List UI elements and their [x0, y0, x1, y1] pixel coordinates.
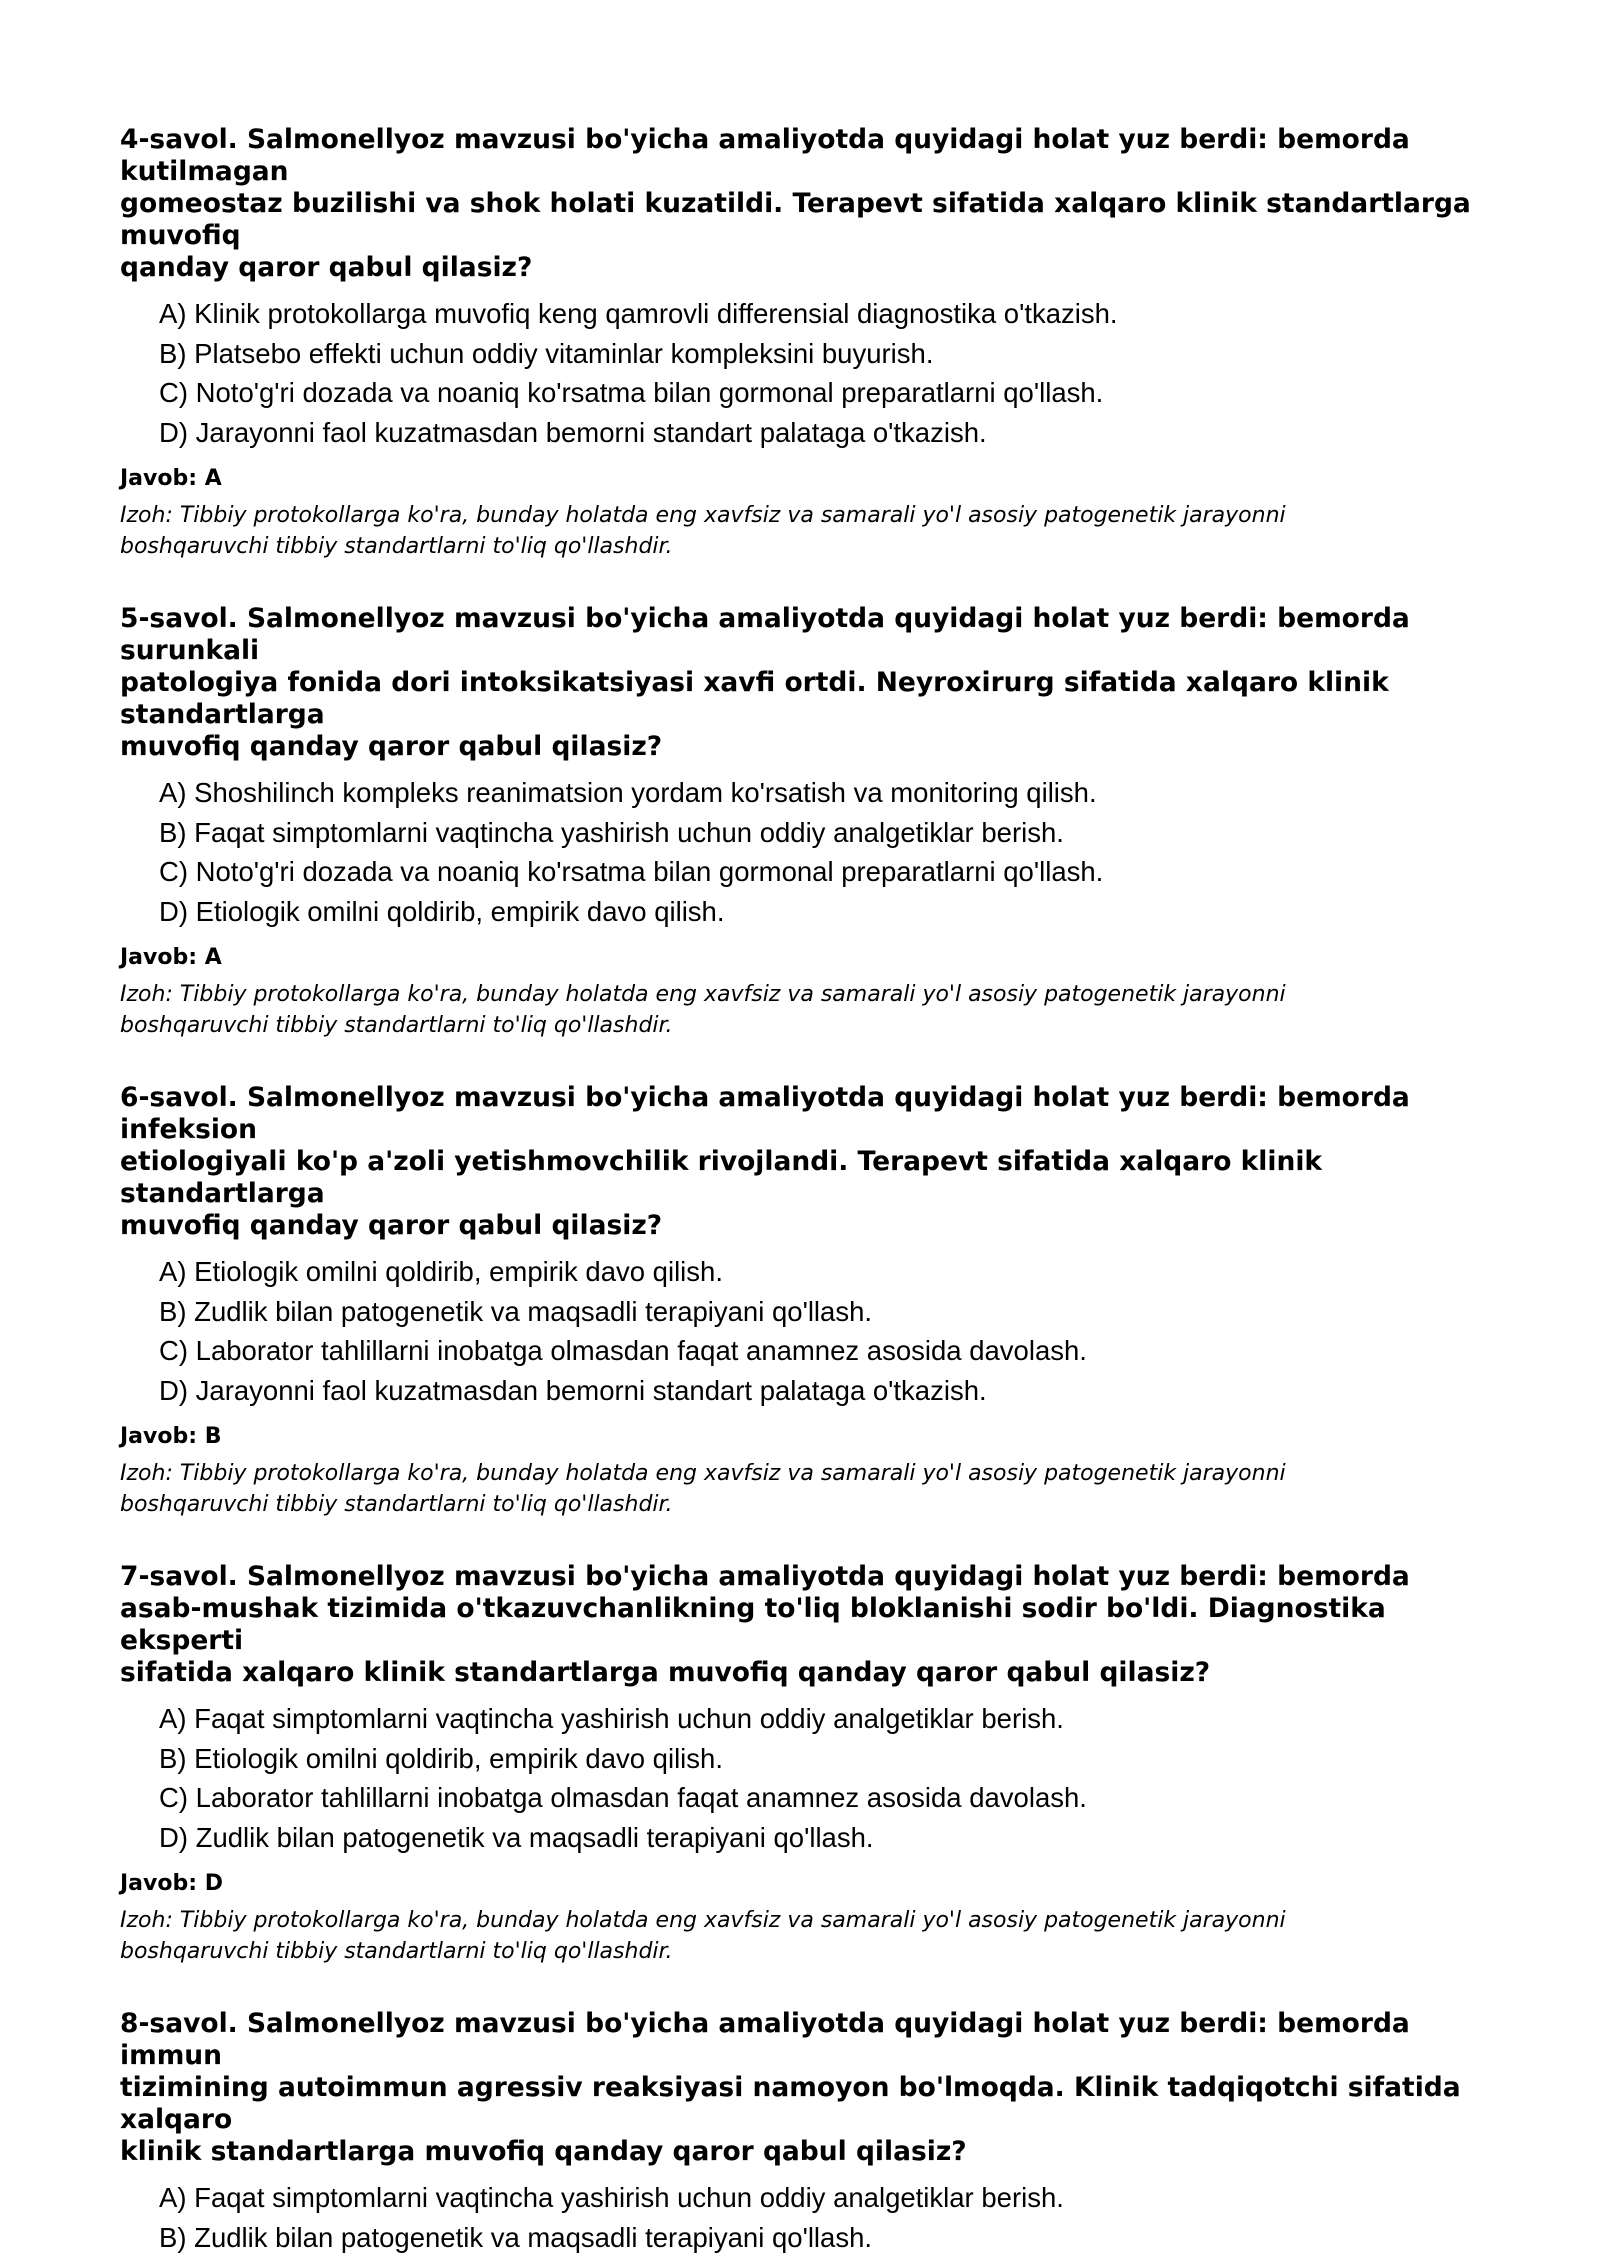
explanation: [120, 1458, 1380, 1520]
answer-options: [120, 1252, 1480, 1410]
question-title: [120, 1082, 1480, 1242]
question-title: [120, 2008, 1480, 2168]
option-a: A) Shoshilinch kompleks reanimatsion yordam ko'rsatish va monitoring qilish.: [159, 773, 1480, 813]
document-body: [120, 124, 1480, 2257]
explanation-line: Izoh: Tibbiy protokollarga ko'ra, bunday holatda eng xavfsiz va samarali yo'l asosiy patogenetik jarayonni: [120, 1905, 1380, 1936]
answer-options: [120, 294, 1480, 452]
answer-options: [120, 773, 1480, 931]
option-d: D) Zudlik bilan patogenetik va maqsadli terapiyani qo'llash.: [159, 1818, 1480, 1858]
option-c: C) Noto'g'ri dozada va noaniq ko'rsatma bilan gormonal preparatlarni qo'llash.: [159, 373, 1480, 413]
explanation-line: boshqaruvchi tibbiy standartlarni to'liq qo'llashdir.: [120, 1489, 1380, 1520]
explanation: [120, 979, 1380, 1041]
correct-answer: Javob: D: [120, 1869, 1480, 1899]
question-spacer: [120, 1041, 1480, 1082]
question-title-line: klinik standartlarga muvofiq qanday qaror qabul qilasiz?: [120, 2136, 1480, 2168]
question-4: [120, 124, 1480, 562]
question-spacer: [120, 1520, 1480, 1561]
correct-answer: Javob: A: [120, 464, 1480, 494]
question-spacer: [120, 1967, 1480, 2008]
explanation-line: boshqaruvchi tibbiy standartlarni to'liq qo'llashdir.: [120, 531, 1380, 562]
question-title-line: gomeostaz buzilishi va shok holati kuzatildi. Terapevt sifatida xalqaro klinik standartlarga muvofiq: [120, 188, 1480, 252]
correct-answer: Javob: A: [120, 943, 1480, 973]
question-title-line: 7-savol. Salmonellyoz mavzusi bo'yicha amaliyotda quyidagi holat yuz berdi: bemorda: [120, 1561, 1480, 1593]
explanation-line: boshqaruvchi tibbiy standartlarni to'liq qo'llashdir.: [120, 1010, 1380, 1041]
question-title: [120, 1561, 1480, 1689]
question-title-line: 8-savol. Salmonellyoz mavzusi bo'yicha amaliyotda quyidagi holat yuz berdi: bemorda immun: [120, 2008, 1480, 2072]
question-title: [120, 124, 1480, 284]
question-title-line: 6-savol. Salmonellyoz mavzusi bo'yicha amaliyotda quyidagi holat yuz berdi: bemorda infeksion: [120, 1082, 1480, 1146]
answer-options: [120, 2178, 1480, 2257]
option-a: A) Klinik protokollarga muvofiq keng qamrovli differensial diagnostika o'tkazish.: [159, 294, 1480, 334]
question-spacer: [120, 562, 1480, 603]
option-b: B) Platsebo effekti uchun oddiy vitaminlar kompleksini buyurish.: [159, 334, 1480, 374]
option-d: D) Jarayonni faol kuzatmasdan bemorni standart palataga o'tkazish.: [159, 1371, 1480, 1411]
option-b: B) Faqat simptomlarni vaqtincha yashirish uchun oddiy analgetiklar berish.: [159, 813, 1480, 853]
correct-answer: Javob: B: [120, 1422, 1480, 1452]
option-c: C) Laborator tahlillarni inobatga olmasdan faqat anamnez asosida davolash.: [159, 1331, 1480, 1371]
question-8: [120, 2008, 1480, 2257]
explanation-line: Izoh: Tibbiy protokollarga ko'ra, bunday holatda eng xavfsiz va samarali yo'l asosiy patogenetik jarayonni: [120, 500, 1380, 531]
option-a: A) Faqat simptomlarni vaqtincha yashirish uchun oddiy analgetiklar berish.: [159, 2178, 1480, 2218]
question-7: [120, 1561, 1480, 1967]
question-title-line: sifatida xalqaro klinik standartlarga muvofiq qanday qaror qabul qilasiz?: [120, 1657, 1480, 1689]
option-c: C) Laborator tahlillarni inobatga olmasdan faqat anamnez asosida davolash.: [159, 1778, 1480, 1818]
question-title-line: patologiya fonida dori intoksikatsiyasi xavfi ortdi. Neyroxirurg sifatida xalqaro klinik standartlarga: [120, 667, 1480, 731]
explanation-line: boshqaruvchi tibbiy standartlarni to'liq qo'llashdir.: [120, 1936, 1380, 1967]
question-title-line: tizimining autoimmun agressiv reaksiyasi namoyon bo'lmoqda. Klinik tadqiqotchi sifatida xalqaro: [120, 2072, 1480, 2136]
explanation: [120, 1905, 1380, 1967]
option-d: D) Jarayonni faol kuzatmasdan bemorni standart palataga o'tkazish.: [159, 413, 1480, 453]
option-a: A) Faqat simptomlarni vaqtincha yashirish uchun oddiy analgetiklar berish.: [159, 1699, 1480, 1739]
question-title: [120, 603, 1480, 763]
explanation-line: Izoh: Tibbiy protokollarga ko'ra, bunday holatda eng xavfsiz va samarali yo'l asosiy patogenetik jarayonni: [120, 1458, 1380, 1489]
option-d: D) Etiologik omilni qoldirib, empirik davo qilish.: [159, 892, 1480, 932]
question-title-line: muvofiq qanday qaror qabul qilasiz?: [120, 1210, 1480, 1242]
question-title-line: asab-mushak tizimida o'tkazuvchanlikning to'liq bloklanishi sodir bo'ldi. Diagnostika eksperti: [120, 1593, 1480, 1657]
question-title-line: 4-savol. Salmonellyoz mavzusi bo'yicha amaliyotda quyidagi holat yuz berdi: bemorda kutilmagan: [120, 124, 1480, 188]
question-6: [120, 1082, 1480, 1520]
question-title-line: etiologiyali ko'p a'zoli yetishmovchilik rivojlandi. Terapevt sifatida xalqaro klinik standartlarga: [120, 1146, 1480, 1210]
option-b: B) Zudlik bilan patogenetik va maqsadli terapiyani qo'llash.: [159, 2218, 1480, 2257]
answer-options: [120, 1699, 1480, 1857]
option-a: A) Etiologik omilni qoldirib, empirik davo qilish.: [159, 1252, 1480, 1292]
option-c: C) Noto'g'ri dozada va noaniq ko'rsatma bilan gormonal preparatlarni qo'llash.: [159, 852, 1480, 892]
explanation-line: Izoh: Tibbiy protokollarga ko'ra, bunday holatda eng xavfsiz va samarali yo'l asosiy patogenetik jarayonni: [120, 979, 1380, 1010]
question-title-line: 5-savol. Salmonellyoz mavzusi bo'yicha amaliyotda quyidagi holat yuz berdi: bemorda surunkali: [120, 603, 1480, 667]
question-title-line: qanday qaror qabul qilasiz?: [120, 252, 1480, 284]
question-5: [120, 603, 1480, 1041]
option-b: B) Zudlik bilan patogenetik va maqsadli terapiyani qo'llash.: [159, 1292, 1480, 1332]
explanation: [120, 500, 1380, 562]
question-title-line: muvofiq qanday qaror qabul qilasiz?: [120, 731, 1480, 763]
option-b: B) Etiologik omilni qoldirib, empirik davo qilish.: [159, 1739, 1480, 1779]
